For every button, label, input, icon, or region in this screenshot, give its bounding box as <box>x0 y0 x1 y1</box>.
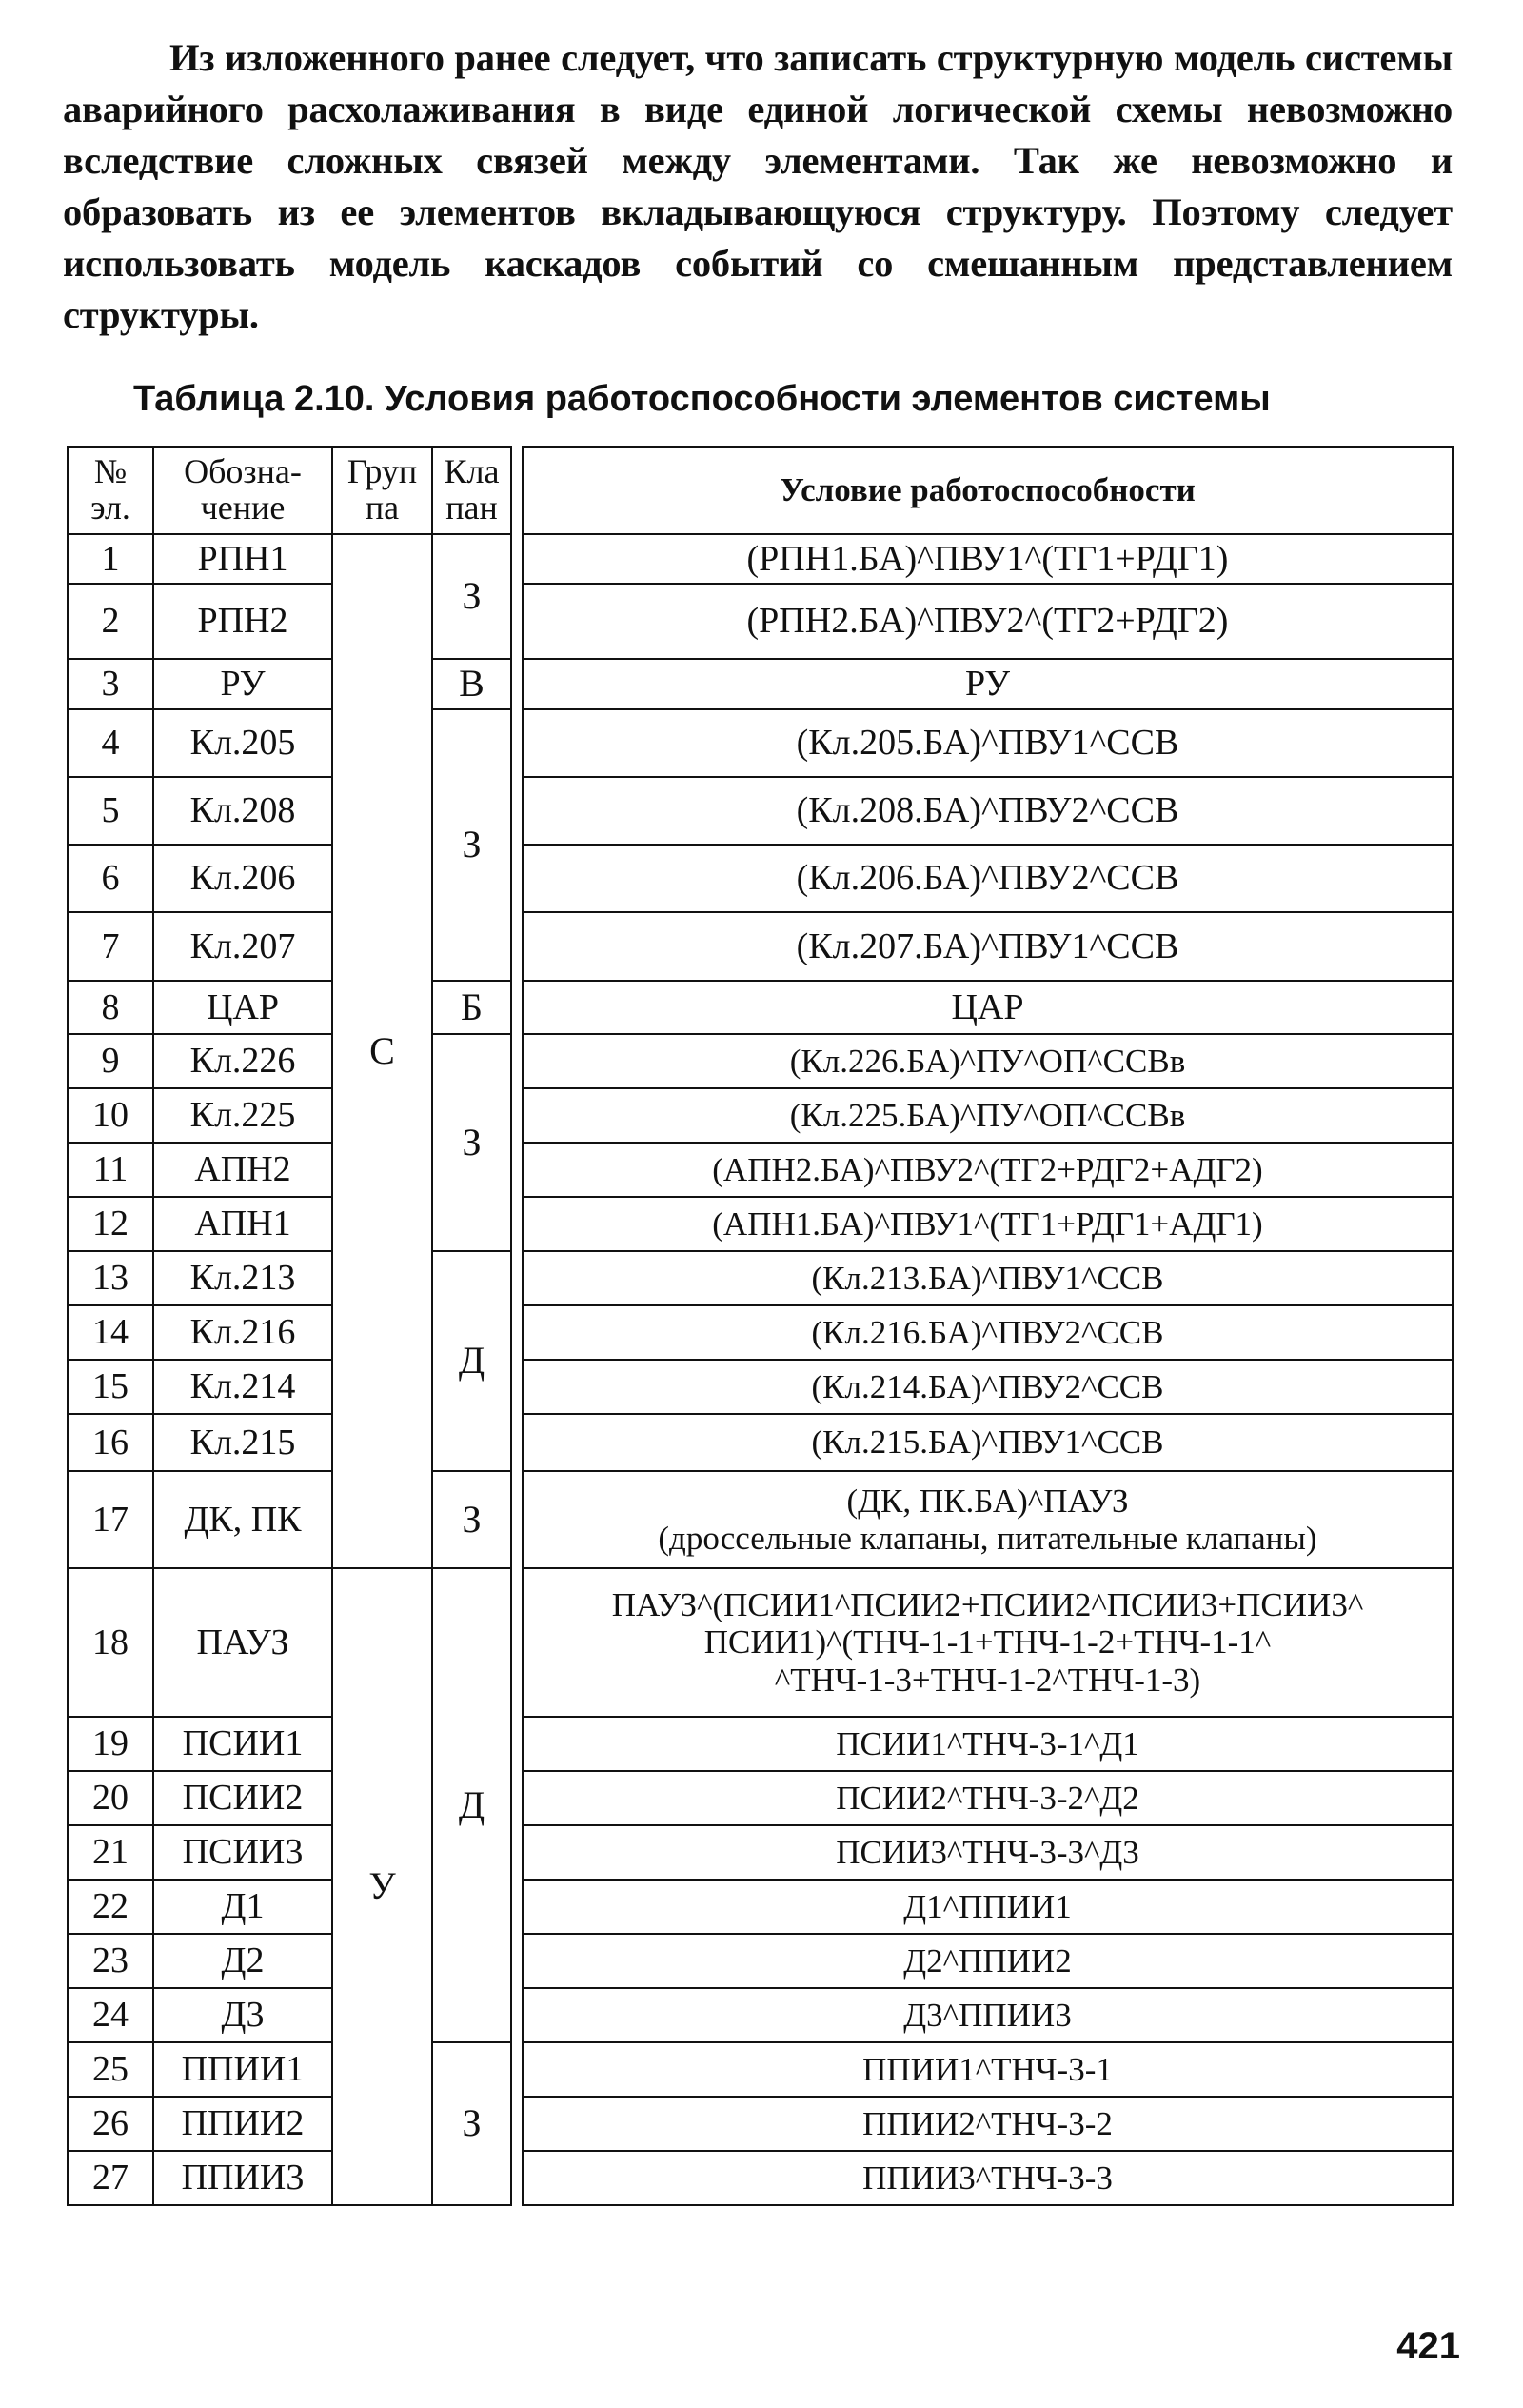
group-cell: У <box>332 1568 432 2205</box>
table-row <box>68 2151 1453 2205</box>
header-condition: Условие работоспособности <box>523 447 1453 534</box>
row-condition: (Кл.206.БА)^ПВУ2^ССВ <box>523 845 1453 912</box>
row-number: 14 <box>68 1305 153 1360</box>
group-cell: С <box>332 534 432 1568</box>
row-condition: (Кл.205.БА)^ПВУ1^ССВ <box>523 709 1453 777</box>
row-number: 3 <box>68 659 153 709</box>
row-designation: Кл.206 <box>153 845 332 912</box>
row-designation: Кл.205 <box>153 709 332 777</box>
table-caption: Таблица 2.10. Условия работоспособности элементов системы <box>133 379 1271 419</box>
row-number: 23 <box>68 1934 153 1988</box>
table-row <box>68 534 1453 584</box>
table-row <box>68 1471 1453 1568</box>
row-condition: ЦАР <box>523 981 1453 1034</box>
header-group: Груп па <box>332 447 432 534</box>
row-designation: ПСИИ2 <box>153 1771 332 1825</box>
table-row <box>68 1568 1453 1717</box>
table-row <box>68 845 1453 912</box>
table-row <box>68 1880 1453 1934</box>
row-number: 2 <box>68 584 153 659</box>
table-header-row <box>68 447 1453 534</box>
page-number: 421 <box>1396 2325 1460 2367</box>
row-condition: (Кл.213.БА)^ПВУ1^ССВ <box>523 1251 1453 1305</box>
row-designation: Д2 <box>153 1934 332 1988</box>
row-designation: Кл.215 <box>153 1414 332 1471</box>
valve-cell: З <box>432 1471 511 1568</box>
row-condition: ППИИ2^ТНЧ-3-2 <box>523 2097 1453 2151</box>
row-condition: Д1^ППИИ1 <box>523 1880 1453 1934</box>
row-designation: РУ <box>153 659 332 709</box>
row-designation: Кл.213 <box>153 1251 332 1305</box>
valve-cell: Д <box>432 1568 511 2042</box>
row-designation: РПН1 <box>153 534 332 584</box>
table-row <box>68 709 1453 777</box>
table-row <box>68 1934 1453 1988</box>
row-designation: ДК, ПК <box>153 1471 332 1568</box>
row-designation: АПН1 <box>153 1197 332 1251</box>
row-number: 21 <box>68 1825 153 1880</box>
row-condition: (Кл.225.БА)^ПУ^ОП^ССВв <box>523 1088 1453 1143</box>
row-number: 8 <box>68 981 153 1034</box>
condition-line: ПСИИ1)^(ТНЧ-1-1+ТНЧ-1-2+ТНЧ-1-1^ <box>703 1623 1272 1662</box>
row-condition: ПСИИ3^ТНЧ-3-3^Д3 <box>523 1825 1453 1880</box>
table-row <box>68 1825 1453 1880</box>
table-row <box>68 981 1453 1034</box>
table-row <box>68 1143 1453 1197</box>
table-row <box>68 659 1453 709</box>
row-designation: Кл.208 <box>153 777 332 845</box>
table-row <box>68 2042 1453 2097</box>
valve-cell: Б <box>432 981 511 1034</box>
valve-cell: В <box>432 659 511 709</box>
row-condition: (Кл.215.БА)^ПВУ1^ССВ <box>523 1414 1453 1471</box>
valve-cell: З <box>432 1034 511 1251</box>
condition-line: (ДК, ПК.БА)^ПАУЗ <box>846 1482 1129 1520</box>
table-row <box>68 1197 1453 1251</box>
condition-line: ^ТНЧ-1-3+ТНЧ-1-2^ТНЧ-1-3) <box>774 1661 1201 1699</box>
row-designation: Кл.216 <box>153 1305 332 1360</box>
table-row <box>68 2097 1453 2151</box>
body-paragraph: Из изложенного ранее следует, что записать структурную модель системы аварийного расхолаживания в виде единой логической схемы невозможно вследствие сложных связей между элементами. Так же невозможно и образовать из ее элементов вкладывающуюся структуру. Поэтому следует использовать модель каскадов событий со смешанным представлением структуры. <box>63 36 1453 336</box>
row-designation: Д3 <box>153 1988 332 2042</box>
row-number: 1 <box>68 534 153 584</box>
row-number: 22 <box>68 1880 153 1934</box>
row-condition <box>523 1471 1453 1568</box>
table-row <box>68 1360 1453 1414</box>
row-number: 7 <box>68 912 153 981</box>
row-condition: (Кл.226.БА)^ПУ^ОП^ССВв <box>523 1034 1453 1088</box>
valve-cell: Д <box>432 1251 511 1471</box>
row-designation: АПН2 <box>153 1143 332 1197</box>
row-condition: (АПН2.БА)^ПВУ2^(ТГ2+РДГ2+АДГ2) <box>523 1143 1453 1197</box>
row-number: 20 <box>68 1771 153 1825</box>
row-number: 4 <box>68 709 153 777</box>
row-number: 19 <box>68 1717 153 1771</box>
row-designation: Кл.214 <box>153 1360 332 1414</box>
row-condition: (АПН1.БА)^ПВУ1^(ТГ1+РДГ1+АДГ1) <box>523 1197 1453 1251</box>
row-number: 11 <box>68 1143 153 1197</box>
row-number: 9 <box>68 1034 153 1088</box>
row-number: 5 <box>68 777 153 845</box>
table-row <box>68 912 1453 981</box>
table-row <box>68 1717 1453 1771</box>
valve-cell: З <box>432 2042 511 2205</box>
row-number: 26 <box>68 2097 153 2151</box>
header-valve: Кла пан <box>432 447 511 534</box>
column-gap <box>511 447 523 534</box>
row-condition: Д3^ППИИ3 <box>523 1988 1453 2042</box>
table-row <box>68 777 1453 845</box>
row-condition: (РПН2.БА)^ПВУ2^(ТГ2+РДГ2) <box>523 584 1453 659</box>
row-designation: РПН2 <box>153 584 332 659</box>
row-number: 12 <box>68 1197 153 1251</box>
row-number: 15 <box>68 1360 153 1414</box>
row-condition: РУ <box>523 659 1453 709</box>
row-designation: Д1 <box>153 1880 332 1934</box>
table-row <box>68 1414 1453 1471</box>
row-number: 10 <box>68 1088 153 1143</box>
row-condition: (Кл.208.БА)^ПВУ2^ССВ <box>523 777 1453 845</box>
row-designation: Кл.207 <box>153 912 332 981</box>
header-number: № эл. <box>68 447 153 534</box>
row-number: 6 <box>68 845 153 912</box>
row-condition: ПСИИ1^ТНЧ-3-1^Д1 <box>523 1717 1453 1771</box>
row-condition: (Кл.207.БА)^ПВУ1^ССВ <box>523 912 1453 981</box>
row-designation: ПСИИ1 <box>153 1717 332 1771</box>
row-condition: Д2^ППИИ2 <box>523 1934 1453 1988</box>
table-row <box>68 1305 1453 1360</box>
condition-line: (дроссельные клапаны, питательные клапаны) <box>658 1520 1317 1557</box>
table-row <box>68 1034 1453 1088</box>
row-condition <box>523 1568 1453 1717</box>
row-number: 24 <box>68 1988 153 2042</box>
row-condition: (Кл.216.БА)^ПВУ2^ССВ <box>523 1305 1453 1360</box>
row-number: 16 <box>68 1414 153 1471</box>
row-condition: (Кл.214.БА)^ПВУ2^ССВ <box>523 1360 1453 1414</box>
row-number: 13 <box>68 1251 153 1305</box>
conditions-table <box>67 446 1454 2206</box>
row-designation: ЦАР <box>153 981 332 1034</box>
row-number: 25 <box>68 2042 153 2097</box>
row-condition: ПСИИ2^ТНЧ-3-2^Д2 <box>523 1771 1453 1825</box>
row-designation: Кл.225 <box>153 1088 332 1143</box>
row-designation: ПАУЗ <box>153 1568 332 1717</box>
row-number: 17 <box>68 1471 153 1568</box>
table-row <box>68 1771 1453 1825</box>
row-designation: Кл.226 <box>153 1034 332 1088</box>
condition-line: ПАУЗ^(ПСИИ1^ПСИИ2+ПСИИ2^ПСИИ3+ПСИИ3^ <box>611 1586 1364 1624</box>
row-designation: ППИИ2 <box>153 2097 332 2151</box>
valve-cell: З <box>432 534 511 659</box>
row-condition: ППИИ1^ТНЧ-3-1 <box>523 2042 1453 2097</box>
row-number: 18 <box>68 1568 153 1717</box>
row-number: 27 <box>68 2151 153 2205</box>
table-row <box>68 1251 1453 1305</box>
valve-cell: З <box>432 709 511 981</box>
row-condition: (РПН1.БА)^ПВУ1^(ТГ1+РДГ1) <box>523 534 1453 584</box>
table-row <box>68 1988 1453 2042</box>
header-designation: Обозна-чение <box>153 447 332 534</box>
row-designation: ПСИИ3 <box>153 1825 332 1880</box>
table-row <box>68 1088 1453 1143</box>
table-row <box>68 584 1453 659</box>
row-designation: ППИИ1 <box>153 2042 332 2097</box>
column-gap <box>511 534 523 2205</box>
row-condition: ППИИ3^ТНЧ-3-3 <box>523 2151 1453 2205</box>
row-designation: ППИИ3 <box>153 2151 332 2205</box>
